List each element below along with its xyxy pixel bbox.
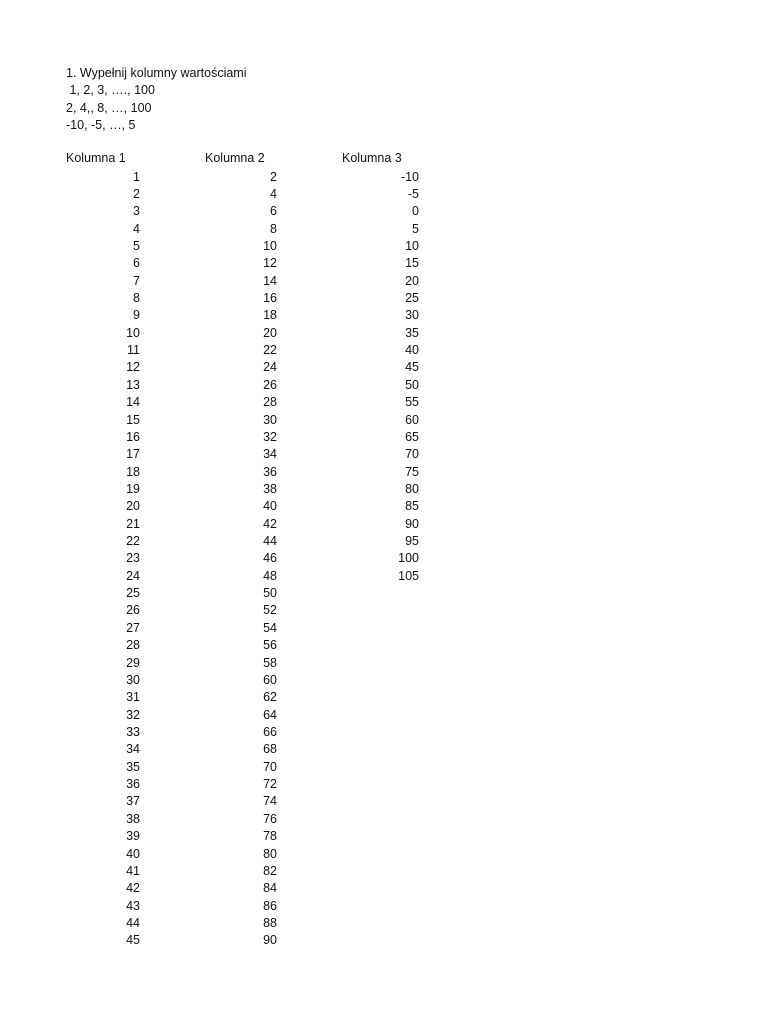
table-cell[interactable]: 55 [405,395,419,410]
table-cell[interactable]: 37 [126,794,140,809]
table-cell[interactable]: 14 [263,273,277,288]
table-cell[interactable]: 7 [133,273,140,288]
table-cell[interactable]: 36 [126,777,140,792]
table-cell[interactable]: 56 [263,638,277,653]
table-cell[interactable]: 19 [126,481,140,496]
table-cell[interactable]: 32 [263,429,277,444]
table-cell[interactable]: 28 [263,395,277,410]
table-cell[interactable]: 48 [263,568,277,583]
table-cell[interactable]: 34 [126,742,140,757]
table-cell[interactable]: 2 [133,186,140,201]
table-cell[interactable]: 18 [126,464,140,479]
table-cell[interactable]: 45 [405,360,419,375]
table-cell[interactable]: 84 [263,881,277,896]
sequence-2-description: 2, 4,, 8, …, 100 [66,100,152,115]
table-cell[interactable]: 60 [263,672,277,687]
table-cell[interactable]: 43 [126,898,140,913]
table-cell[interactable]: 2 [270,169,277,184]
table-cell[interactable]: 9 [133,308,140,323]
table-cell[interactable]: 16 [263,291,277,306]
table-cell[interactable]: 64 [263,707,277,722]
table-cell[interactable]: 8 [133,291,140,306]
table-cell[interactable]: 10 [126,325,140,340]
table-cell[interactable]: 34 [263,447,277,462]
table-cell[interactable]: 44 [263,534,277,549]
table-cell[interactable]: 8 [270,221,277,236]
table-cell[interactable]: 95 [405,534,419,549]
table-cell[interactable]: 6 [133,256,140,271]
table-cell[interactable]: 21 [126,516,140,531]
table-cell[interactable]: 41 [126,863,140,878]
table-cell[interactable]: 36 [263,464,277,479]
table-cell[interactable]: 22 [126,534,140,549]
table-cell[interactable]: 33 [126,725,140,739]
table-cell[interactable]: 35 [126,759,140,774]
table-cell[interactable]: 30 [126,672,140,687]
table-cell[interactable]: 65 [405,429,419,444]
table-cell[interactable]: 40 [263,499,277,514]
table-cell[interactable]: 4 [133,221,140,236]
table-cell[interactable]: 5 [133,238,140,253]
table-cell[interactable]: 76 [263,811,277,826]
table-cell[interactable]: 80 [263,846,277,861]
instructions-block [66,65,247,135]
table-cell[interactable]: 68 [263,742,277,757]
table-cell[interactable]: 18 [263,308,277,323]
table-cell[interactable]: 31 [126,690,140,705]
table-cell[interactable]: 23 [126,551,140,566]
table-cell[interactable]: 30 [263,412,277,427]
table-cell[interactable]: 40 [126,846,140,861]
table-cell[interactable]: 45 [126,933,140,948]
table-cell[interactable]: 74 [263,794,277,809]
table-cell[interactable]: 58 [263,655,277,670]
table-cell[interactable]: 24 [126,568,140,583]
table-cell[interactable]: 78 [263,829,277,844]
column-1 [80,169,140,950]
table-cell[interactable]: 105 [398,568,419,583]
table-cell[interactable]: 80 [405,481,419,496]
table-cell[interactable]: 44 [126,915,140,930]
table-cell[interactable]: 35 [405,325,419,340]
table-cell[interactable]: 14 [126,395,140,410]
task-title: 1. Wypełnij kolumny wartościami [66,66,247,80]
table-cell[interactable]: 70 [263,759,277,774]
table-cell[interactable]: 11 [127,343,140,358]
column-3 [359,169,419,586]
table-cell[interactable]: 20 [405,273,419,288]
table-cell[interactable]: 70 [405,447,419,462]
table-cell[interactable]: 15 [405,256,419,271]
table-cell[interactable]: 22 [263,343,277,358]
table-cell[interactable]: 13 [126,377,140,392]
table-cell[interactable]: 6 [270,204,277,219]
table-cell[interactable]: 12 [263,256,277,271]
sequence-1-description: 1, 2, 3, …., 100 [66,83,155,98]
table-cell[interactable]: 10 [263,238,277,253]
table-cell[interactable]: 50 [263,586,277,601]
column-3-header[interactable]: Kolumna 3 [342,151,402,165]
table-cell[interactable]: 38 [126,811,140,826]
table-cell[interactable]: 85 [405,499,419,514]
table-cell[interactable]: -5 [407,186,419,201]
table-cell[interactable]: 42 [126,881,140,896]
table-cell[interactable]: 62 [263,690,277,705]
table-cell[interactable]: 3 [133,204,140,219]
table-cell[interactable]: 32 [126,707,140,722]
table-cell[interactable]: 26 [126,603,140,618]
table-cell[interactable]: 17 [126,447,140,462]
table-cell[interactable]: 75 [405,464,419,479]
column-2 [217,169,277,950]
table-cell[interactable]: 30 [405,308,419,323]
table-cell[interactable]: 38 [263,481,277,496]
table-cell[interactable]: 54 [263,620,277,635]
table-cell[interactable]: 25 [405,291,419,306]
table-cell[interactable]: 66 [263,725,277,739]
table-cell[interactable]: 28 [126,638,140,653]
table-cell[interactable]: 10 [405,238,419,253]
column-2-header[interactable]: Kolumna 2 [205,151,265,165]
table-cell[interactable]: 60 [405,412,419,427]
table-cell[interactable]: 100 [398,551,419,566]
table-cell[interactable]: 72 [263,777,277,792]
table-cell[interactable]: 20 [126,499,140,514]
table-cell[interactable]: 46 [263,551,277,566]
table-cell[interactable]: 20 [263,325,277,340]
sequence-3-description: -10, -5, …, 5 [66,118,136,133]
table-cell[interactable]: 15 [126,412,140,427]
table-cell[interactable]: 52 [263,603,277,618]
table-cell[interactable]: 39 [126,829,140,844]
table-cell[interactable]: 88 [263,915,277,930]
table-cell[interactable]: 1 [133,169,140,184]
table-cell[interactable]: 90 [405,516,419,531]
table-cell[interactable]: 0 [412,204,419,219]
table-cell[interactable]: 5 [412,221,419,236]
column-1-header[interactable]: Kolumna 1 [66,151,126,165]
table-cell[interactable]: 82 [263,863,277,878]
table-cell[interactable]: 24 [263,360,277,375]
table-cell[interactable]: 86 [263,898,277,913]
table-cell[interactable]: 25 [126,586,140,601]
table-cell[interactable]: 90 [263,933,277,948]
table-cell[interactable]: 42 [263,516,277,531]
table-cell[interactable]: 26 [263,377,277,392]
table-cell[interactable]: -10 [400,169,419,184]
table-cell[interactable]: 27 [126,620,140,635]
table-cell[interactable]: 12 [126,360,140,375]
table-cell[interactable]: 29 [126,655,140,670]
table-cell[interactable]: 40 [405,343,419,358]
table-cell[interactable]: 16 [126,429,140,444]
table-cell[interactable]: 50 [405,377,419,392]
column-headers [0,151,768,169]
table-cell[interactable]: 4 [270,186,277,201]
